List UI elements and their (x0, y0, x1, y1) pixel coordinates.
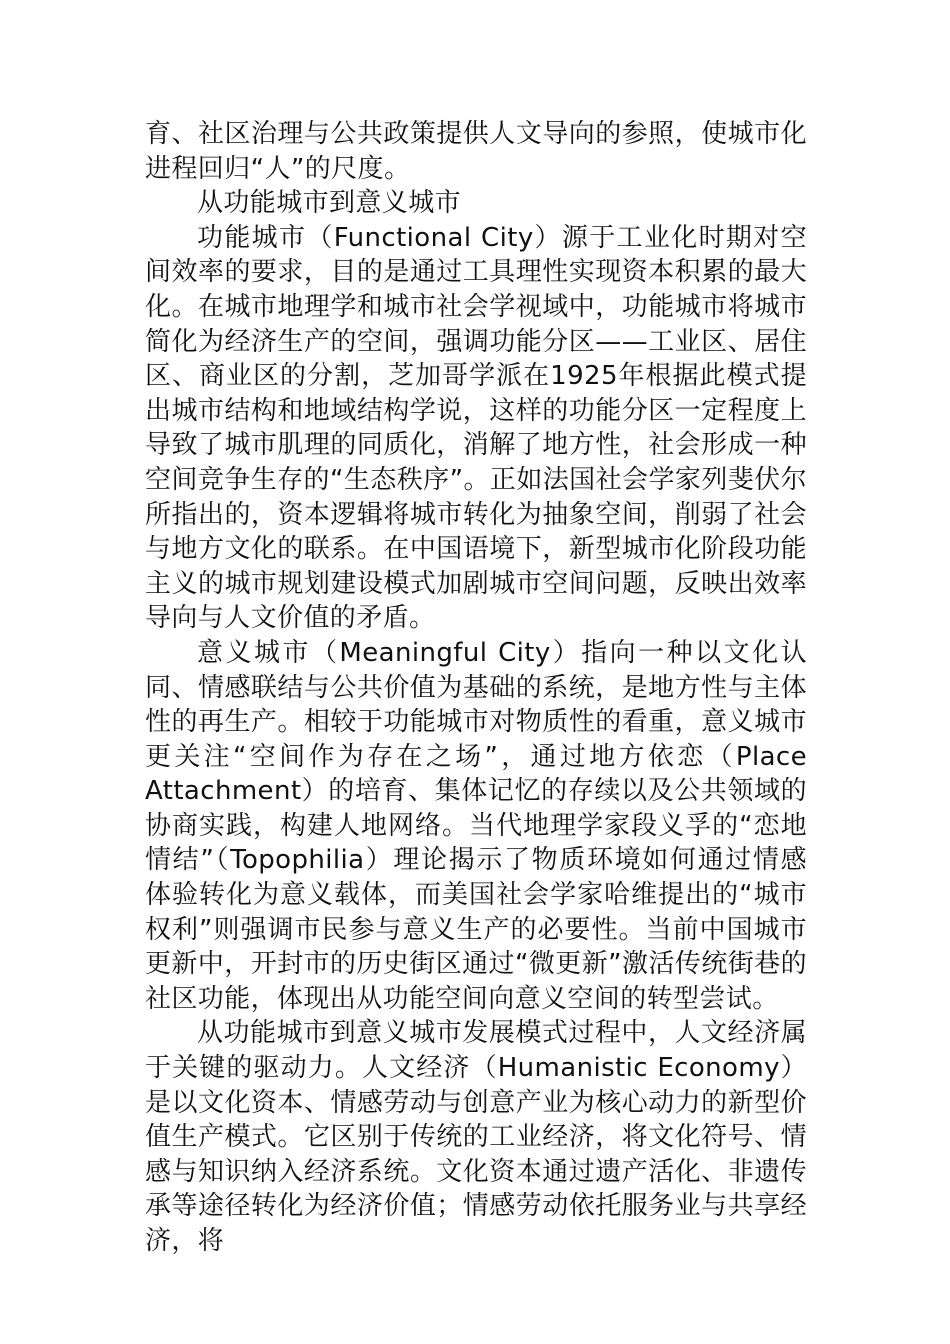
paragraph-humanistic-economy: 从功能城市到意义城市发展模式过程中，人文经济属于关键的驱动力。人文经济（Humanistic Economy）是以文化资本、情感劳动与创意产业为核心动力的新型价值生产模式。它区别于传统的工业经济，将文化符号、情感与知识纳入经济系统。文化资本通过遗产活化、非遗传承等途径转化为经济价值；情感劳动依托服务业与共享经济，将 (145, 1018, 807, 1256)
paragraph-meaningful-city: 意义城市（Meaningful City）指向一种以文化认同、情感联结与公共价值为基础的系统，是地方性与主体性的再生产。相较于功能城市对物质性的看重，意义城市更关注“空间作为存在之场”，通过地方依恋（Place Attachment）的培育、集体记忆的存续以及公共领域的协商实践，构建人地网络。当代地理学家段义孚的“恋地情结”（Topophilia）理论揭示了物质环境如何通过情感体验转化为意义载体，而美国社会学家哈维提出的“城市权利”则强调市民参与意义生产的必要性。当前中国城市更新中，开封市的历史街区通过“微更新”激活传统街巷的社区功能，体现出从功能空间向意义空间的转型尝试。 (145, 637, 807, 1014)
section-heading: 从功能城市到意义城市 (197, 188, 462, 219)
document-page (145, 117, 807, 1259)
paragraph-functional-city: 功能城市（Functional City）源于工业化时期对空间效率的要求，目的是通过工具理性实现资本积累的最大化。在城市地理学和城市社会学视域中，功能城市将城市简化为经济生产的空间，强调功能分区——工业区、居住区、商业区的分割，芝加哥学派在1925年根据此模式提出城市结构和地域结构学说，这样的功能分区一定程度上导致了城市肌理的同质化，消解了地方性，社会形成一种空间竞争生存的“生态秩序”。正如法国社会学家列斐伏尔所指出的，资本逻辑将城市转化为抽象空间，削弱了社会与地方文化的联系。在中国语境下，新型城市化阶段功能主义的城市规划建设模式加剧城市空间问题，反映出效率导向与人文价值的矛盾。 (145, 222, 807, 634)
paragraph-continuation: 育、社区治理与公共政策提供人文导向的参照，使城市化进程回归“人”的尺度。 (145, 119, 807, 184)
